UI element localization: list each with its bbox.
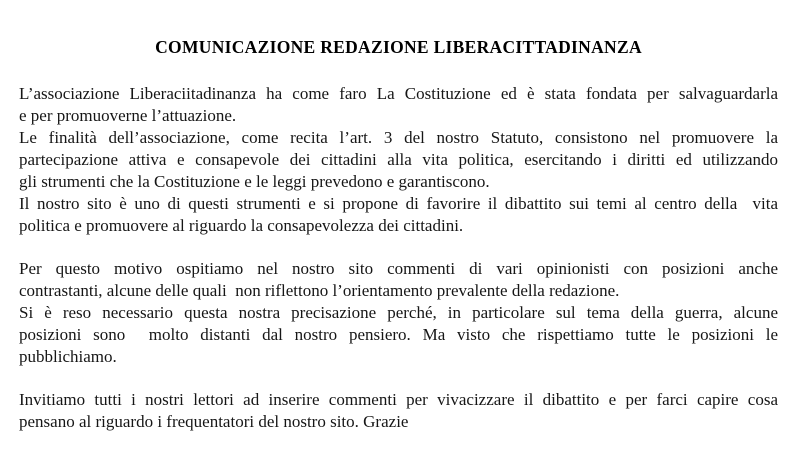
text-line: politica e promuovere al riguardo la consapevolezza dei cittadini. bbox=[19, 216, 464, 235]
text-line: Per questo motivo ospitiamo nel nostro sito commenti di vari opinionisti con posizioni anche bbox=[19, 259, 778, 278]
text-line: posizioni sono molto distanti dal nostro pensiero. Ma visto che rispettiamo tutte le posizioni le bbox=[19, 325, 778, 344]
page-title: COMUNICAZIONE REDAZIONE LIBERACITTADINANZA bbox=[155, 37, 642, 57]
text-line: Si è reso necessario questa nostra precisazione perché, in particolare sul tema della guerra, alcune bbox=[19, 303, 778, 322]
paragraph-block-intro bbox=[19, 83, 778, 237]
text-line: Le finalità dell’associazione, come recita l’art. 3 del nostro Statuto, consistono nel promuovere la bbox=[19, 128, 778, 147]
text-line: pubblichiamo. bbox=[19, 347, 117, 366]
text-line: Invitiamo tutti i nostri lettori ad inserire commenti per vivacizzare il dibattito e per farci capire cosa bbox=[19, 390, 778, 409]
text-line: gli strumenti che la Costituzione e le leggi prevedono e garantiscono. bbox=[19, 172, 490, 191]
text-line: L’associazione Liberaciitadinanza ha come faro La Costituzione ed è stata fondata per salvaguardarla bbox=[19, 84, 778, 103]
paragraph-block-invito bbox=[19, 389, 778, 433]
paragraph-block-precisazione bbox=[19, 258, 778, 368]
text-line: pensano al riguardo i frequentatori del nostro sito. Grazie bbox=[19, 412, 409, 431]
text-line: Il nostro sito è uno di questi strumenti e si propone di favorire il dibattito sui temi al centro della vita bbox=[19, 194, 778, 213]
text-line: e per promuoverne l’attuazione. bbox=[19, 106, 237, 125]
text-line: contrastanti, alcune delle quali non riflettono l’orientamento prevalente della redazione. bbox=[19, 281, 620, 300]
text-line: partecipazione attiva e consapevole dei cittadini alla vita politica, esercitando i diritti ed utilizzando bbox=[19, 150, 778, 169]
